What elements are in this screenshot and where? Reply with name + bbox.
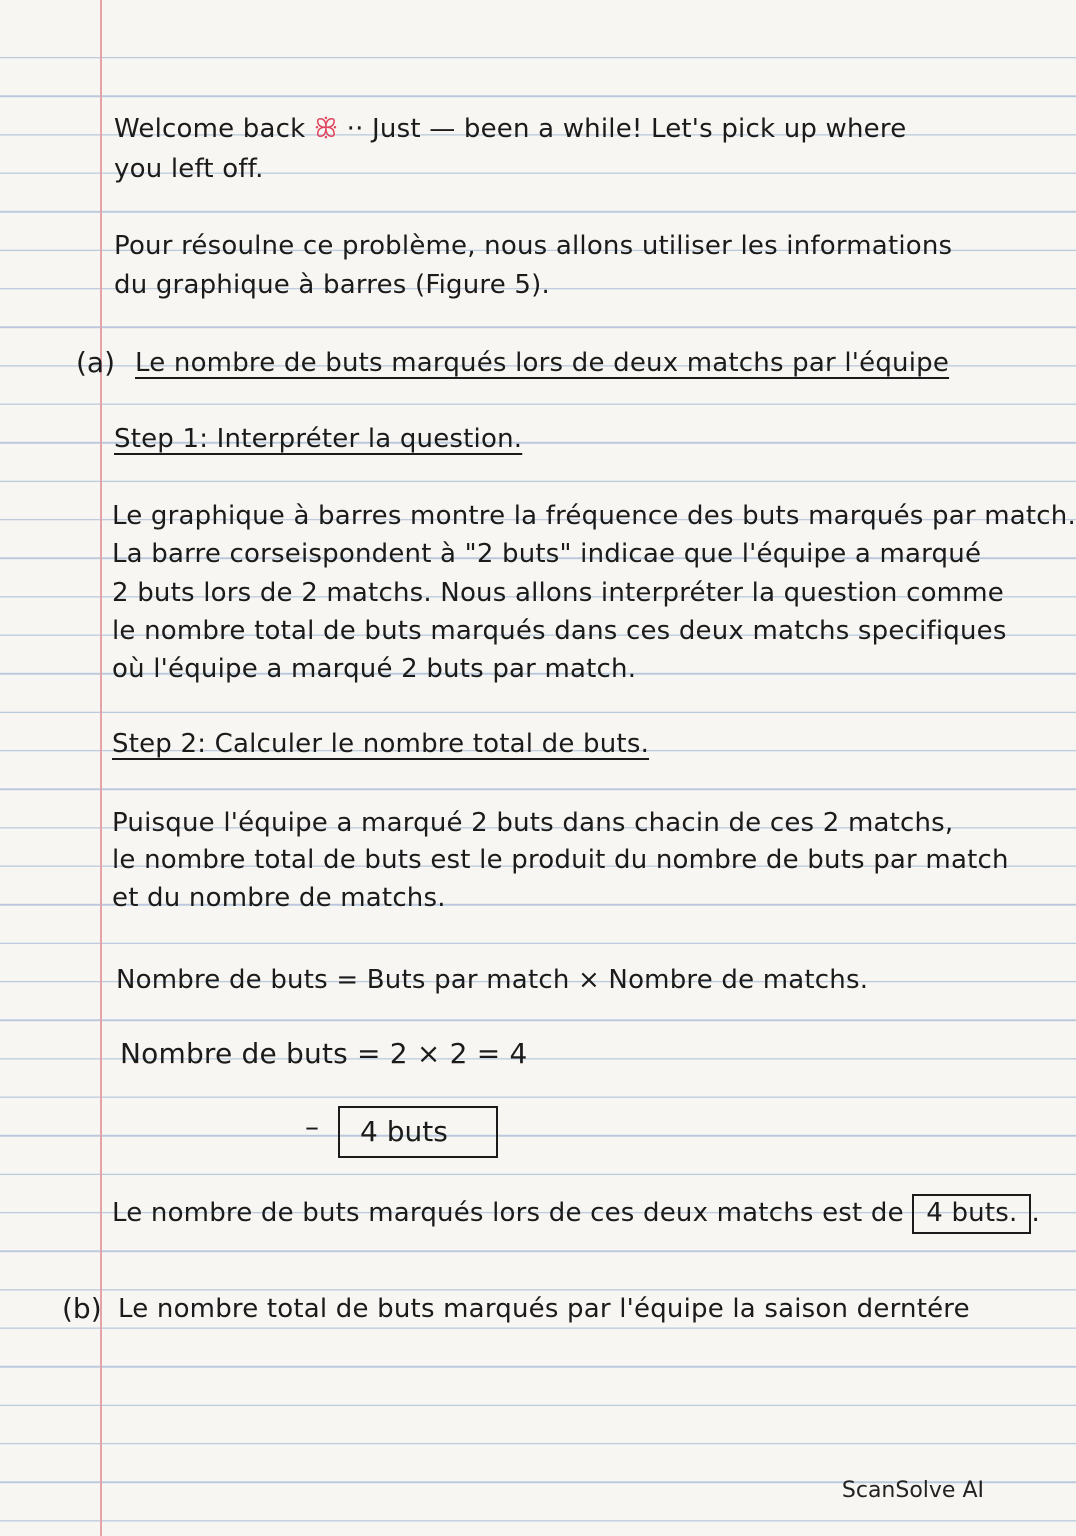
welcome-text-continued: ·· Just — been a while! Let's pick up where bbox=[346, 114, 907, 144]
step1-line-5: où l'équipe a marqué 2 buts par match. bbox=[112, 654, 637, 684]
intro-line-2: du graphique à barres (Figure 5). bbox=[114, 270, 550, 300]
step2-line-2: le nombre total de buts est le produit du nombre de buts par match bbox=[112, 845, 1009, 875]
part-b-title: Le nombre total de buts marqués par l'équipe la saison derntére bbox=[118, 1294, 970, 1324]
step1-line-3: 2 buts lors de 2 matchs. Nous allons interpréter la question comme bbox=[112, 578, 1004, 608]
intro-line-1: Pour résoulne ce problème, nous allons utiliser les informations bbox=[114, 231, 953, 261]
heart-icon: ꕥ bbox=[313, 114, 339, 144]
part-b-label: (b) bbox=[62, 1292, 102, 1325]
watermark-text: ScanSolve AI bbox=[841, 1478, 984, 1503]
step1-heading: Step 1: Interpréter la question. bbox=[114, 424, 523, 454]
step2-line-1: Puisque l'équipe a marqué 2 buts dans chacin de ces 2 matchs, bbox=[112, 808, 954, 838]
step1-line-2: La barre corseispondent à "2 buts" indicae que l'équipe a marqué bbox=[112, 539, 982, 569]
conclusion-boxed-answer: 4 buts. bbox=[912, 1194, 1031, 1234]
welcome-text: Welcome back bbox=[114, 114, 306, 144]
formula: Nombre de buts = Buts par match × Nombre de matchs. bbox=[116, 965, 869, 995]
welcome-line-2: you left off. bbox=[114, 154, 264, 184]
part-a-title: Le nombre de buts marqués lors de deux matchs par l'équipe bbox=[135, 348, 950, 378]
conclusion-text: Le nombre de buts marqués lors de ces deux matchs est de bbox=[112, 1198, 904, 1228]
step1-line-4: le nombre total de buts marqués dans ces deux matchs specifiques bbox=[112, 616, 1007, 646]
welcome-line-1 bbox=[114, 114, 906, 145]
result-dash: – bbox=[305, 1110, 319, 1143]
step2-line-3: et du nombre de matchs. bbox=[112, 883, 446, 913]
conclusion bbox=[112, 1198, 1040, 1228]
boxed-answer: 4 buts bbox=[338, 1106, 498, 1158]
step1-line-1: Le graphique à barres montre la fréquence des buts marqués par match. bbox=[112, 501, 1076, 531]
step2-heading: Step 2: Calculer le nombre total de buts. bbox=[112, 729, 650, 759]
part-a-label: (a) bbox=[76, 346, 116, 379]
conclusion-period: . bbox=[1031, 1198, 1040, 1228]
calculation: Nombre de buts = 2 × 2 = 4 bbox=[120, 1037, 528, 1070]
